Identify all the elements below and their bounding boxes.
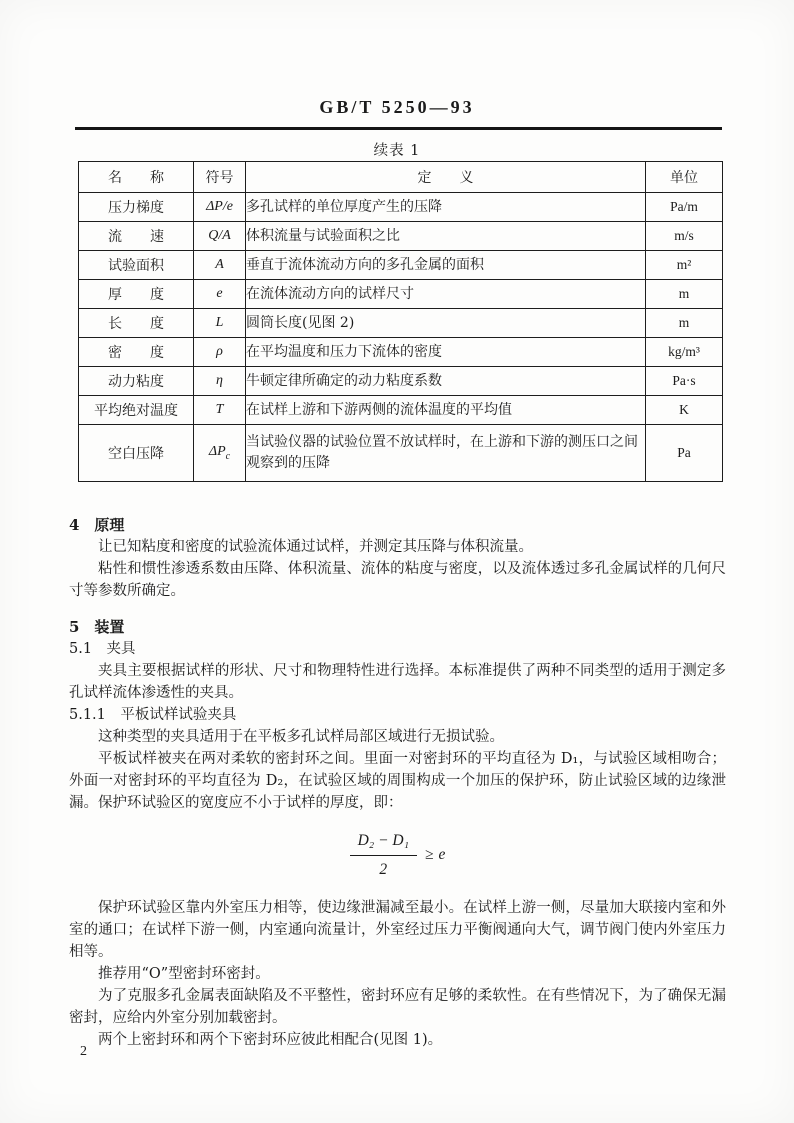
- definitions-table: [78, 161, 723, 482]
- table-row: [79, 309, 723, 338]
- term-unit-cell: m/s: [646, 222, 723, 251]
- paragraph: 让已知粘度和密度的试验流体通过试样，并测定其压降与体积流量。: [98, 539, 533, 555]
- table-row: [79, 251, 723, 280]
- term-name-cell: 长 度: [79, 309, 194, 338]
- table-row: [79, 367, 723, 396]
- term-name-cell: 试验面积: [79, 251, 194, 280]
- column-header-1: 符号: [194, 162, 246, 193]
- subsection-heading: 5.1 夹具: [69, 641, 136, 657]
- paragraph: 两个上密封环和两个下密封环应彼此相配合(见图 1)。: [98, 1032, 443, 1048]
- term-symbol-cell: e: [194, 280, 246, 309]
- term-symbol-cell: T: [194, 396, 246, 425]
- term-symbol-cell: ΔP/e: [194, 193, 246, 222]
- term-unit-cell: Pa: [646, 425, 723, 482]
- paragraph: 这种类型的夹具适用于在平板多孔试样局部区域进行无损试验。: [98, 729, 504, 745]
- paragraph: 夹具主要根据试样的形状、尺寸和物理特性进行选择。本标准提供了两种不同类型的适用于测定多孔试样流体渗透性的夹具。: [69, 663, 726, 701]
- term-symbol-cell: A: [194, 251, 246, 280]
- term-name-cell: 厚 度: [79, 280, 194, 309]
- term-name-cell: 密 度: [79, 338, 194, 367]
- term-symbol-cell: η: [194, 367, 246, 396]
- term-definition-cell: 在平均温度和压力下流体的密度: [246, 338, 646, 367]
- header-rule: [75, 127, 722, 130]
- term-unit-cell: kg/m³: [646, 338, 723, 367]
- paragraph: 保护环试验区靠内外室压力相等，使边缘泄漏减至最小。在试样上游一侧，尽量加大联接内室和外室的通口；在试样下游一侧，内室通向流量计，外室经过压力平衡阀通向大气，调节阀门使内外室压力相等。: [69, 900, 726, 960]
- term-unit-cell: m²: [646, 251, 723, 280]
- table-row: [79, 338, 723, 367]
- term-symbol-cell: ρ: [194, 338, 246, 367]
- term-definition-cell: 多孔试样的单位厚度产生的压降: [246, 193, 646, 222]
- table-row: [79, 396, 723, 425]
- term-name-cell: 空白压降: [79, 425, 194, 482]
- term-unit-cell: m: [646, 309, 723, 338]
- term-unit-cell: Pa/m: [646, 193, 723, 222]
- page-number: 2: [80, 1044, 87, 1059]
- table-row: [79, 425, 723, 482]
- formula-rhs: e: [438, 846, 446, 864]
- term-definition-cell: 在试样上游和下游两侧的流体温度的平均值: [246, 396, 646, 425]
- standard-number: GB/T 5250—93: [319, 97, 475, 117]
- term-definition-cell: 牛顿定律所确定的动力粘度系数: [246, 367, 646, 396]
- table-caption: 续表 1: [373, 143, 421, 159]
- term-definition-cell: 体积流量与试验面积之比: [246, 222, 646, 251]
- table-row: [79, 193, 723, 222]
- term-name-cell: 流 速: [79, 222, 194, 251]
- paragraph: 推荐用“O”型密封环密封。: [98, 966, 270, 982]
- column-header-0: 名 称: [79, 162, 194, 193]
- term-symbol-cell: L: [194, 309, 246, 338]
- column-header-3: 单位: [646, 162, 723, 193]
- paragraph: 平板试样被夹在两对柔软的密封环之间。里面一对密封环的平均直径为 D₁，与试验区域相吻合；外面一对密封环的平均直径为 D₂，在试验区域的周围构成一个加压的保护环，防止试验区域的边缘泄漏。保护环试验区的宽度应不小于试样的厚度，即：: [69, 751, 726, 811]
- column-header-2: 定 义: [246, 162, 646, 193]
- term-definition-cell: 在流体流动方向的试样尺寸: [246, 280, 646, 309]
- paragraph: 为了克服多孔金属表面缺陷及不平整性，密封环应有足够的柔软性。在有些情况下，为了确保无漏密封，应给内外室分别加载密封。: [69, 988, 726, 1026]
- term-name-cell: 平均绝对温度: [79, 396, 194, 425]
- formula-relation: ≥: [424, 846, 434, 864]
- definitions-table-body: [79, 193, 723, 482]
- section-heading: 4 原理: [69, 516, 125, 534]
- term-name-cell: 压力梯度: [79, 193, 194, 222]
- term-definition-cell: 垂直于流体流动方向的多孔金属的面积: [246, 251, 646, 280]
- formula-fraction: $\frac{\text{D₂ − D₁}}{2}$: [350, 830, 417, 881]
- term-name-cell: 动力粘度: [79, 367, 194, 396]
- guard-ring-width-formula: [69, 830, 726, 881]
- term-unit-cell: m: [646, 280, 723, 309]
- term-unit-cell: Pa·s: [646, 367, 723, 396]
- term-symbol-cell: $\Delta P_c$: [194, 425, 246, 482]
- term-symbol-cell: Q/A: [194, 222, 246, 251]
- term-definition-cell: 当试验仪器的试验位置不放试样时，在上游和下游的测压口之间观察到的压降: [246, 425, 646, 482]
- term-unit-cell: K: [646, 396, 723, 425]
- table-row: [79, 222, 723, 251]
- table-row: [79, 280, 723, 309]
- definitions-table-head-row: [79, 162, 723, 193]
- term-definition-cell: 圆筒长度(见图 2): [246, 309, 646, 338]
- subsection-heading: 5.1.1 平板试样试验夹具: [69, 707, 237, 723]
- paragraph: 粘性和惯性渗透系数由压降、体积流量、流体的粘度与密度，以及流体透过多孔金属试样的几何尺寸等参数所确定。: [69, 561, 726, 599]
- document-body: [69, 500, 726, 1051]
- section-heading: 5 装置: [69, 618, 125, 636]
